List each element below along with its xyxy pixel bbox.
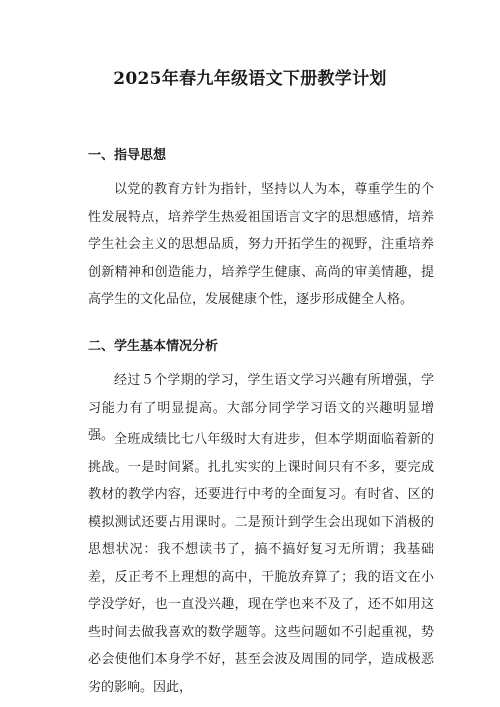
paragraph-guiding-ideology: 以党的教育方针为指针，坚持以人为本，尊重学生的个性发展特点，培养学生热爱祖国语言文字的思想感情，培养学生社会主义的思想品质，努力开拓学生的视野，注重培养创新精神和创造能力，培养学生健康、高尚的审美情趣，提高学生的文化品位，发展健康个性，逐步形成健全人格。 [88,182,434,307]
section-heading-guiding-ideology: 一、指导思想 [88,148,167,163]
section-heading-student-analysis: 二、学生基本情况分析 [88,339,219,354]
document-title: 2025年春九年级语文下册教学计划 [113,69,387,89]
paragraph-student-analysis-2: 全班成绩比七八年级时大有进步，但本学期面临着新的挑战。一是时间紧。扎扎实实的上课时间只有不多，要完成教材的教学内容，还要进行中考的全面复习。有时省、区的模拟测试还要占用课时。二是预计到学生会出现如下消极的思想状况：我不想读书了，搞不搞好复习无所谓；我基础差，反正考不上理想的高中，干脆放弃算了；我的语文在小学没学好，也一直没兴趣，现在学也来不及了，还不如用这些时间去做我喜欢的数学题等。这些问题如不引起重视，势必会使他们本身学不好，甚至会波及周围的同学，造成极恶劣的影响。因此， [88,432,434,695]
paragraph-student-analysis-1: 经过５个学期的学习，学生语文学习兴趣有所增强，学习能力有了明显提高。大部分同学学习语文的兴趣明显增强。 [88,373,434,443]
